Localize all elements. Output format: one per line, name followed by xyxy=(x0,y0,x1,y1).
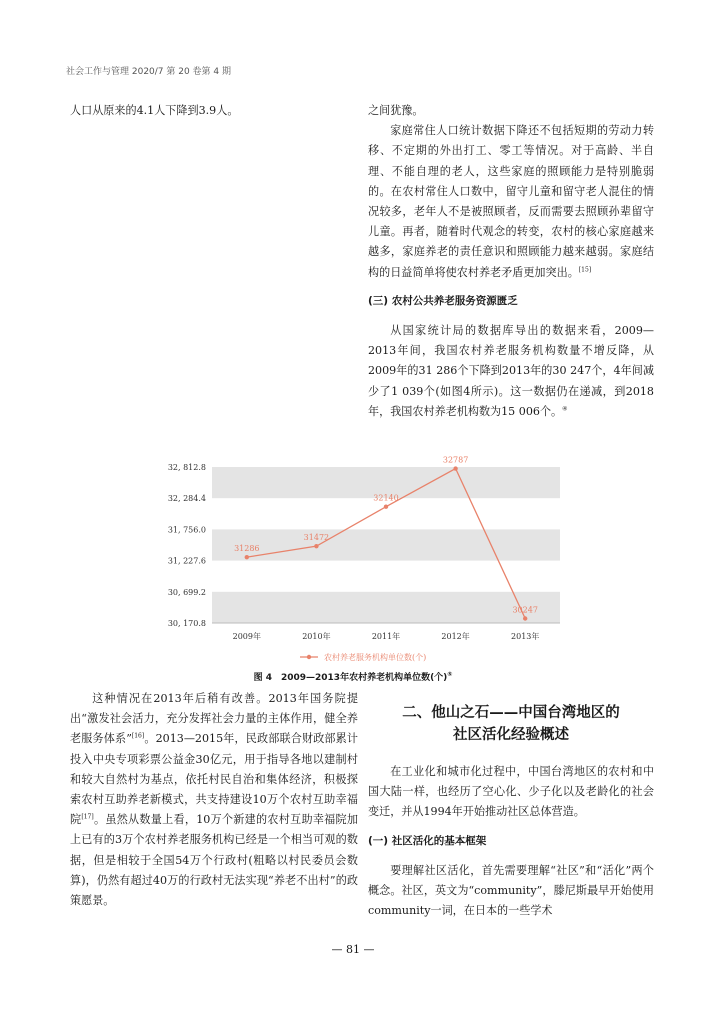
data-label: 30247 xyxy=(512,605,538,615)
paragraph: 人口从原来的4.1人下降到3.9人。 xyxy=(70,104,239,117)
x-tick-label: 2011年 xyxy=(371,632,401,641)
grid-band xyxy=(212,529,560,560)
data-point xyxy=(453,466,457,470)
subsection-heading: (三) 农村公共养老服务资源匮乏 xyxy=(368,294,518,307)
journal-header: 社会工作与管理 2020/7 第 20 卷第 4 期 xyxy=(66,67,232,77)
y-tick-label: 30, 170.8 xyxy=(167,619,206,628)
page-number: — 81 — xyxy=(331,943,375,956)
line-chart xyxy=(150,455,570,665)
y-tick-label: 31, 756.0 xyxy=(167,525,206,535)
right-column-bottom xyxy=(368,702,654,921)
x-tick-label: 2013年 xyxy=(511,632,540,641)
data-point xyxy=(245,555,249,559)
paragraph: 要理解社区活化，首先需要理解“社区”和“活化”两个概念。社区，英文为“community”，滕尼斯最早开始使用community一词，在日本的一些学术 xyxy=(368,863,654,918)
subsection-heading: (一) 社区活化的基本框架 xyxy=(368,834,487,847)
reference-mark: [16] xyxy=(131,732,145,740)
reference-mark: [15] xyxy=(578,265,592,273)
paragraph: 家庭常住人口统计数据下降还不包括短期的劳动力转移、不定期的外出打工、零工等情况。对于高龄、半自理、不能自理的老人，这些家庭的照顾能力是特别脆弱的。在农村常住人口数中，留守儿童和留守老人混住的情况较多，老年人不是被照顾者，反而需要去照顾孙辈留守儿童。再者，随着时代观念的转变，农村的核心家庭越来越多，家庭养老的责任意识和照顾能力越来越弱。家庭结构的日益简单将使农村养老矛盾更加突出。[15] xyxy=(368,124,654,279)
data-label: 32140 xyxy=(373,493,399,503)
data-label: 31472 xyxy=(303,533,330,543)
x-tick-label: 2012年 xyxy=(441,632,470,641)
y-tick-label: 30, 699.2 xyxy=(167,587,206,597)
reference-mark: [17] xyxy=(81,813,94,821)
y-tick-label: 31, 227.6 xyxy=(167,556,206,566)
data-point xyxy=(314,544,318,548)
figure-4-chart xyxy=(150,455,570,665)
legend-label: 农村养老服务机构单位数(个) xyxy=(324,653,427,662)
y-tick-label: 32, 812.8 xyxy=(167,463,206,472)
data-label: 31286 xyxy=(234,544,260,554)
legend-swatch-point xyxy=(307,655,311,659)
left-column-bottom xyxy=(70,689,358,911)
right-column-top xyxy=(368,101,654,422)
x-tick-label: 2010年 xyxy=(302,632,331,641)
data-label: 32787 xyxy=(442,455,469,465)
section-heading: 二、他山之石——中国台湾地区的 社区活化经验概述 xyxy=(402,705,620,743)
x-tick-label: 2009年 xyxy=(232,632,261,641)
data-point xyxy=(523,616,527,620)
y-tick-label: 32, 284.4 xyxy=(167,494,206,504)
paragraph: 在工业化和城市化过程中，中国台湾地区的农村和中国大陆一样，也经历了空心化、少子化以及老龄化的社会变迁，并从1994年开始推动社区总体营造。 xyxy=(368,765,654,819)
paragraph: 之间犹豫。 xyxy=(368,104,424,117)
grid-band xyxy=(212,592,560,623)
left-column-top xyxy=(70,101,358,121)
figure-caption: 图 4 2009—2013年农村养老机构单位数(个)⑤ xyxy=(253,671,453,683)
data-point xyxy=(384,505,388,509)
footnote-mark: ④ xyxy=(562,405,568,413)
paragraph: 从国家统计局的数据库导出的数据来看，2009—2013年间，我国农村养老服务机构数量不增反降，从2009年的31 286个下降到2013年的30 247个，4年间减少了1 039个(如图4所示)。这一数据仍在递减，到2018年，我国农村养老机构数为15 006个。④ xyxy=(368,324,654,418)
paragraph: 这种情况在2013年后稍有改善。2013年国务院提出“激发社会活力，充分发挥社会力量的主体作用，健全养老服务体系”[16]。2013—2015年，民政部联合财政部累计投入中央专项彩票公益金30亿元，用于指导各地以建制村和较大自然村为基点，依托村民自治和集体经济，积极探索农村互助养老新模式，共支持建设10万个农村互助幸福院[17]。虽然从数量上看，10万个新建的农村互助幸福院加上已有的3万个农村养老服务机构已经是一个相当可观的数据，但是相较于全国54万个行政村(粗略以村民委员会数算)，仍然有超过40万的行政村无法实现“养老不出村”的政策愿景。 xyxy=(70,692,358,908)
